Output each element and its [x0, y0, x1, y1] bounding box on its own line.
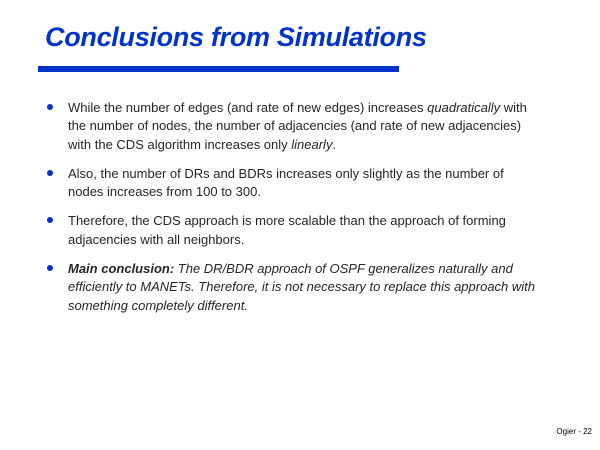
text-segment: Main conclusion:: [68, 261, 175, 277]
bullet-item: [47, 212, 539, 249]
bullet-text: [68, 166, 504, 199]
text-segment: Therefore, the CDS approach is more scalable than the approach of forming adjacencies with all neighbors.: [68, 213, 506, 247]
text-segment: linearly: [291, 136, 333, 152]
text-segment: Also, the number of DRs and BDRs increases only slightly as the number of nodes increases from 100 to 300.: [68, 165, 504, 200]
bullet-icon: [47, 217, 53, 223]
bullet-icon: [47, 265, 53, 271]
text-segment: While the number of edges (and rate of new edges) increases: [68, 100, 428, 115]
page-title: Conclusions from Simulations: [45, 22, 427, 52]
title-underline-rule: [38, 66, 399, 72]
bullet-text: [68, 213, 506, 246]
bullet-text: [68, 261, 535, 313]
footer-page-label: Ogier - 22: [556, 427, 592, 436]
bullet-item: [47, 260, 539, 315]
bullet-item: [47, 99, 539, 154]
text-segment: The DR/BDR approach of OSPF generalizes naturally and efficiently to MANETs. Therefore, it is not necessary to replace this approach with something completely different.: [68, 261, 536, 313]
bullet-item: [47, 165, 539, 202]
text-segment: .: [332, 136, 337, 152]
bullet-icon: [47, 170, 53, 176]
text-segment: with the number of nodes, the number of adjacencies (and rate of new adjacencies) with the CDS algorithm increases only: [68, 100, 527, 152]
bullet-list: [47, 99, 539, 326]
bullet-text: [68, 100, 527, 152]
text-segment: quadratically: [427, 100, 501, 115]
bullet-icon: [47, 104, 53, 110]
